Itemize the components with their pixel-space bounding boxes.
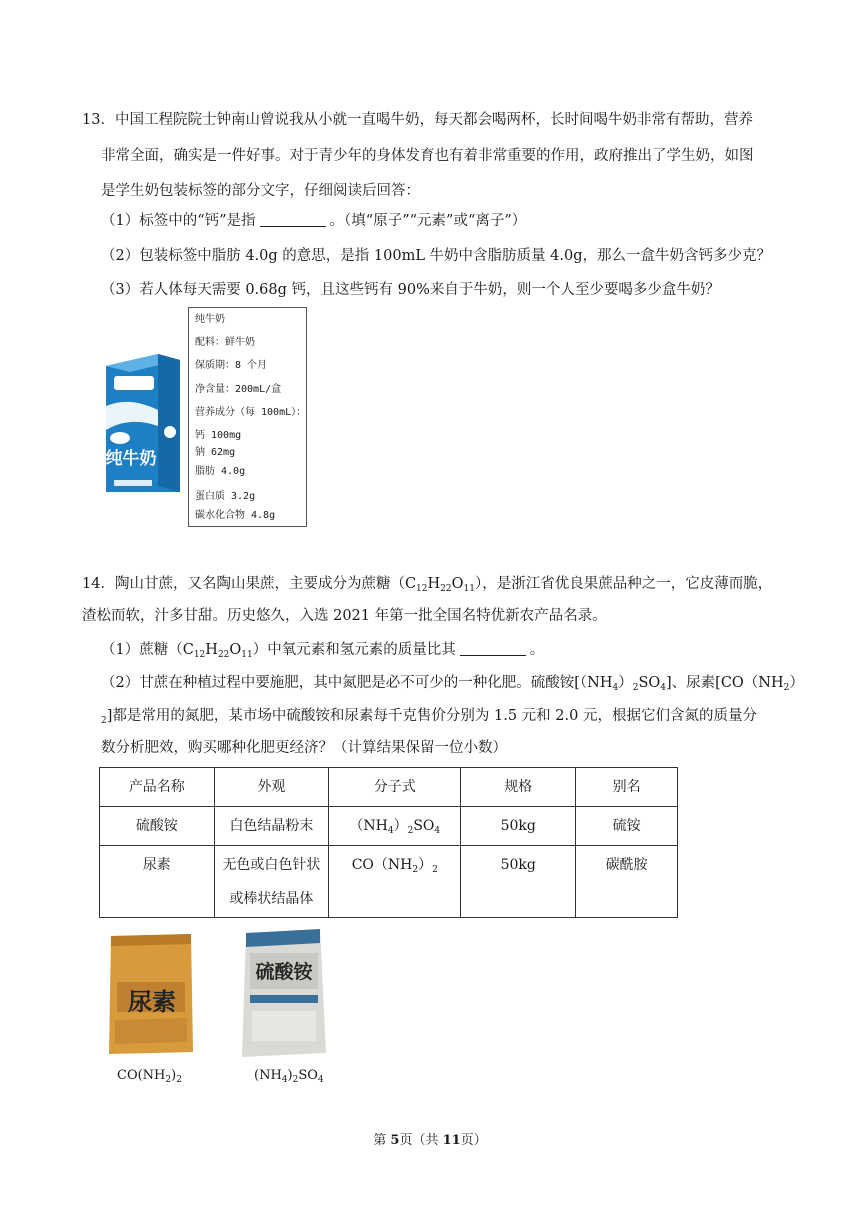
q14-sub-2-line-1: （2）甘蔗在种植过程中要施肥，其中氮肥是必不可少的一种化肥。硫酸铵$[(NH_4)_2SO_4]$、尿素[$CO(NH_2)$ (101, 675, 804, 693)
table-row: 尿素 无色或白色针状 或棒状结晶体 $CO(NH_2)_2$ 50kg 碳酰胺 (100, 846, 678, 918)
current-page: 5 (390, 1133, 400, 1148)
total-pages: 11 (442, 1133, 461, 1148)
nutrition-label: 纯牛奶 配料：鲜牛奶 保质期：8 个月 净含量：200mL/盒 营养成分（每 100mL）： 钙 100mg 钠 62mg 脂肪 4.0g 蛋白质 3.2g 碳水化合物 4.8g (188, 307, 307, 527)
table-header-row: 产品名称 外观 分子式 规格 别名 (100, 768, 678, 807)
ammonium-sulfate-bag-image (236, 925, 332, 1061)
page-footer: 第 5页（共 11页） (373, 1133, 487, 1148)
q14-sub-1: （1）蔗糖$(C_{12}H_{22}O_{11})$中氧元素和氢元素的质量比其 。 (101, 642, 545, 660)
q13-sub-2: （2）包装标签中脂肪 4.0g 的意思，是指 100mL 牛奶中含脂肪质量 4.0g，那么一盒牛奶含钙多少克？ (101, 248, 772, 264)
table-row: 硫酸铵 白色结晶粉末 $(NH_4)_2SO_4$ 50kg 硫铵 (100, 807, 678, 846)
q13-number: 13． (82, 112, 115, 128)
q13-line-3: 是学生奶包装标签的部分文字，仔细阅读后回答： (101, 183, 420, 199)
urea-bag-image (105, 930, 197, 1058)
q13-sub-1: （1）标签中的“钙”是指 。（填“原子”“元素”或“离子”） (101, 213, 527, 229)
q13-line-2: 非常全面，确实是一件好事。对于青少年的身体发育也有着非常重要的作用，政府推出了学生奶，如图 (101, 148, 754, 164)
q14-line-2: 渣松而软，汁多甘甜。历史悠久，入选 2021 年第一批全国名特优新农产品名录。 (82, 608, 607, 624)
fertilizer-table (99, 767, 678, 918)
urea-bag-label: 尿素 (128, 988, 176, 1016)
q13-sub-3: （3）若人体每天需要 0.68g 钙，且这些钙有 90%来自于牛奶，则一个人至少要喝多少盒牛奶？ (101, 282, 720, 298)
ammonium-sulfate-bag-label: 硫酸铵 (255, 961, 313, 983)
answer-blank[interactable] (260, 212, 326, 227)
answer-blank[interactable] (460, 641, 526, 656)
q14-line-1: 14．陶山甘蔗，又名陶山果蔗，主要成分为蔗糖$(C_{12}H_{22}O_{11})$，是浙江省优良果蔗品种之一，它皮薄而脆， (82, 576, 773, 594)
q14-number: 14． (82, 576, 115, 592)
q14-sub-2-line-3: 数分析肥效，购买哪种化肥更经济？（计算结果保留一位小数） (101, 740, 507, 756)
q13-line-1: 13．中国工程院院士钟南山曾说我从小就一直喝牛奶，每天都会喝两杯，长时间喝牛奶非常有帮助，营养 (82, 112, 753, 128)
q14-sub-2-line-2: $_2$]都是常用的氮肥，某市场中硫酸铵和尿素每千克售价分别为 1.5 元和 2.0 元，根据它们含氮的质量分 (101, 708, 757, 726)
urea-formula-caption: $CO(NH_2)_2$ (117, 1068, 182, 1085)
carton-title: 纯牛奶 (105, 449, 157, 469)
milk-carton-image (100, 346, 184, 495)
ammonium-sulfate-formula-caption: $(NH_4)_2SO_4$ (254, 1068, 324, 1085)
